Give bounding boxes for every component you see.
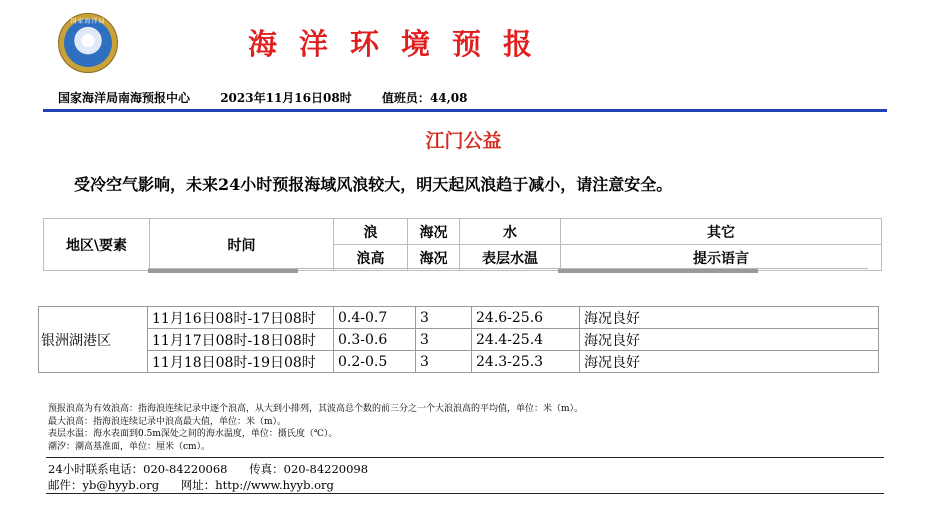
sea-state-cell: 3 <box>416 329 472 351</box>
area-cell: 银洲湖港区 <box>39 307 148 373</box>
agency-name: 国家海洋局南海预报中心 <box>58 91 191 105</box>
footer-divider-bottom <box>46 493 884 494</box>
table-row <box>39 329 879 351</box>
contact-info <box>48 461 368 493</box>
table-row <box>39 307 879 329</box>
col-other-group: 其它 <box>561 219 882 245</box>
tip-cell: 海况良好 <box>580 329 879 351</box>
agency-logo <box>58 13 118 73</box>
col-water-group: 水 <box>460 219 561 245</box>
wave-height-cell: 0.3-0.6 <box>334 329 416 351</box>
header-divider <box>43 109 887 112</box>
clipped-text-fragment <box>558 269 758 273</box>
tip-cell: 海况良好 <box>580 351 879 373</box>
footer-divider <box>46 457 884 458</box>
surface-temp-cell: 24.4-25.4 <box>472 329 580 351</box>
col-sea-group: 海况 <box>408 219 460 245</box>
tip-cell: 海况良好 <box>580 307 879 329</box>
table-row <box>39 351 879 373</box>
wave-height-cell: 0.4-0.7 <box>334 307 416 329</box>
logo-text: 国家海洋局 <box>70 18 106 25</box>
contact-fax: 传真：020-84220098 <box>249 462 369 476</box>
contact-website[interactable]: 网址：http://www.hyyb.org <box>180 478 334 492</box>
clipped-row-remnant <box>148 268 868 275</box>
forecast-table <box>38 306 879 373</box>
time-cell: 11月18日08时-19日08时 <box>148 351 334 373</box>
region-title: 江门公益 <box>425 130 502 152</box>
col-wave-height: 浪高 <box>334 245 408 271</box>
wave-height-cell: 0.2-0.5 <box>334 351 416 373</box>
sea-state-cell: 3 <box>416 351 472 373</box>
notes <box>48 403 583 453</box>
surface-temp-cell: 24.3-25.3 <box>472 351 580 373</box>
col-sea-state: 海况 <box>408 245 460 271</box>
col-wave-group: 浪 <box>334 219 408 245</box>
col-tips: 提示语言 <box>561 245 882 271</box>
forecast-summary: 受冷空气影响，未来24小时预报海域风浪较大，明天起风浪趋于减小，请注意安全。 <box>74 175 673 194</box>
issue-time: 2023年11月16日08时 <box>220 91 352 105</box>
note-line: 表层水温：海水表面到0.5m深处之间的海水温度，单位：摄氏度（℃）。 <box>48 429 338 439</box>
sea-state-cell: 3 <box>416 307 472 329</box>
col-area: 地区\要素 <box>44 219 150 271</box>
note-line: 预报浪高为有效浪高：指海浪连续记录中逐个浪高，从大到小排列，其波高总个数的前三分之一个大浪浪高的平均值，单位：米（m）。 <box>48 404 584 414</box>
page-title: 海洋环境预报 <box>248 27 555 61</box>
time-cell: 11月17日08时-18日08时 <box>148 329 334 351</box>
note-line: 潮汐：潮高基准面，单位：厘米（cm）。 <box>48 441 211 452</box>
col-surface-temp: 表层水温 <box>460 245 561 271</box>
col-time: 时间 <box>150 219 334 271</box>
emblem-icon <box>64 19 112 67</box>
duty-staff: 值班员：44,08 <box>381 91 468 105</box>
surface-temp-cell: 24.6-25.6 <box>472 307 580 329</box>
contact-phone: 24小时联系电话：020-84220068 <box>48 462 228 476</box>
contact-email[interactable]: 邮件：yb@hyyb.org <box>48 478 160 492</box>
forecast-table-header <box>43 218 882 271</box>
clipped-text-fragment <box>148 269 298 273</box>
note-line: 最大浪高：指海浪连续记录中浪高最大值，单位：米（m）。 <box>48 416 287 427</box>
issue-line <box>58 89 493 106</box>
time-cell: 11月16日08时-17日08时 <box>148 307 334 329</box>
